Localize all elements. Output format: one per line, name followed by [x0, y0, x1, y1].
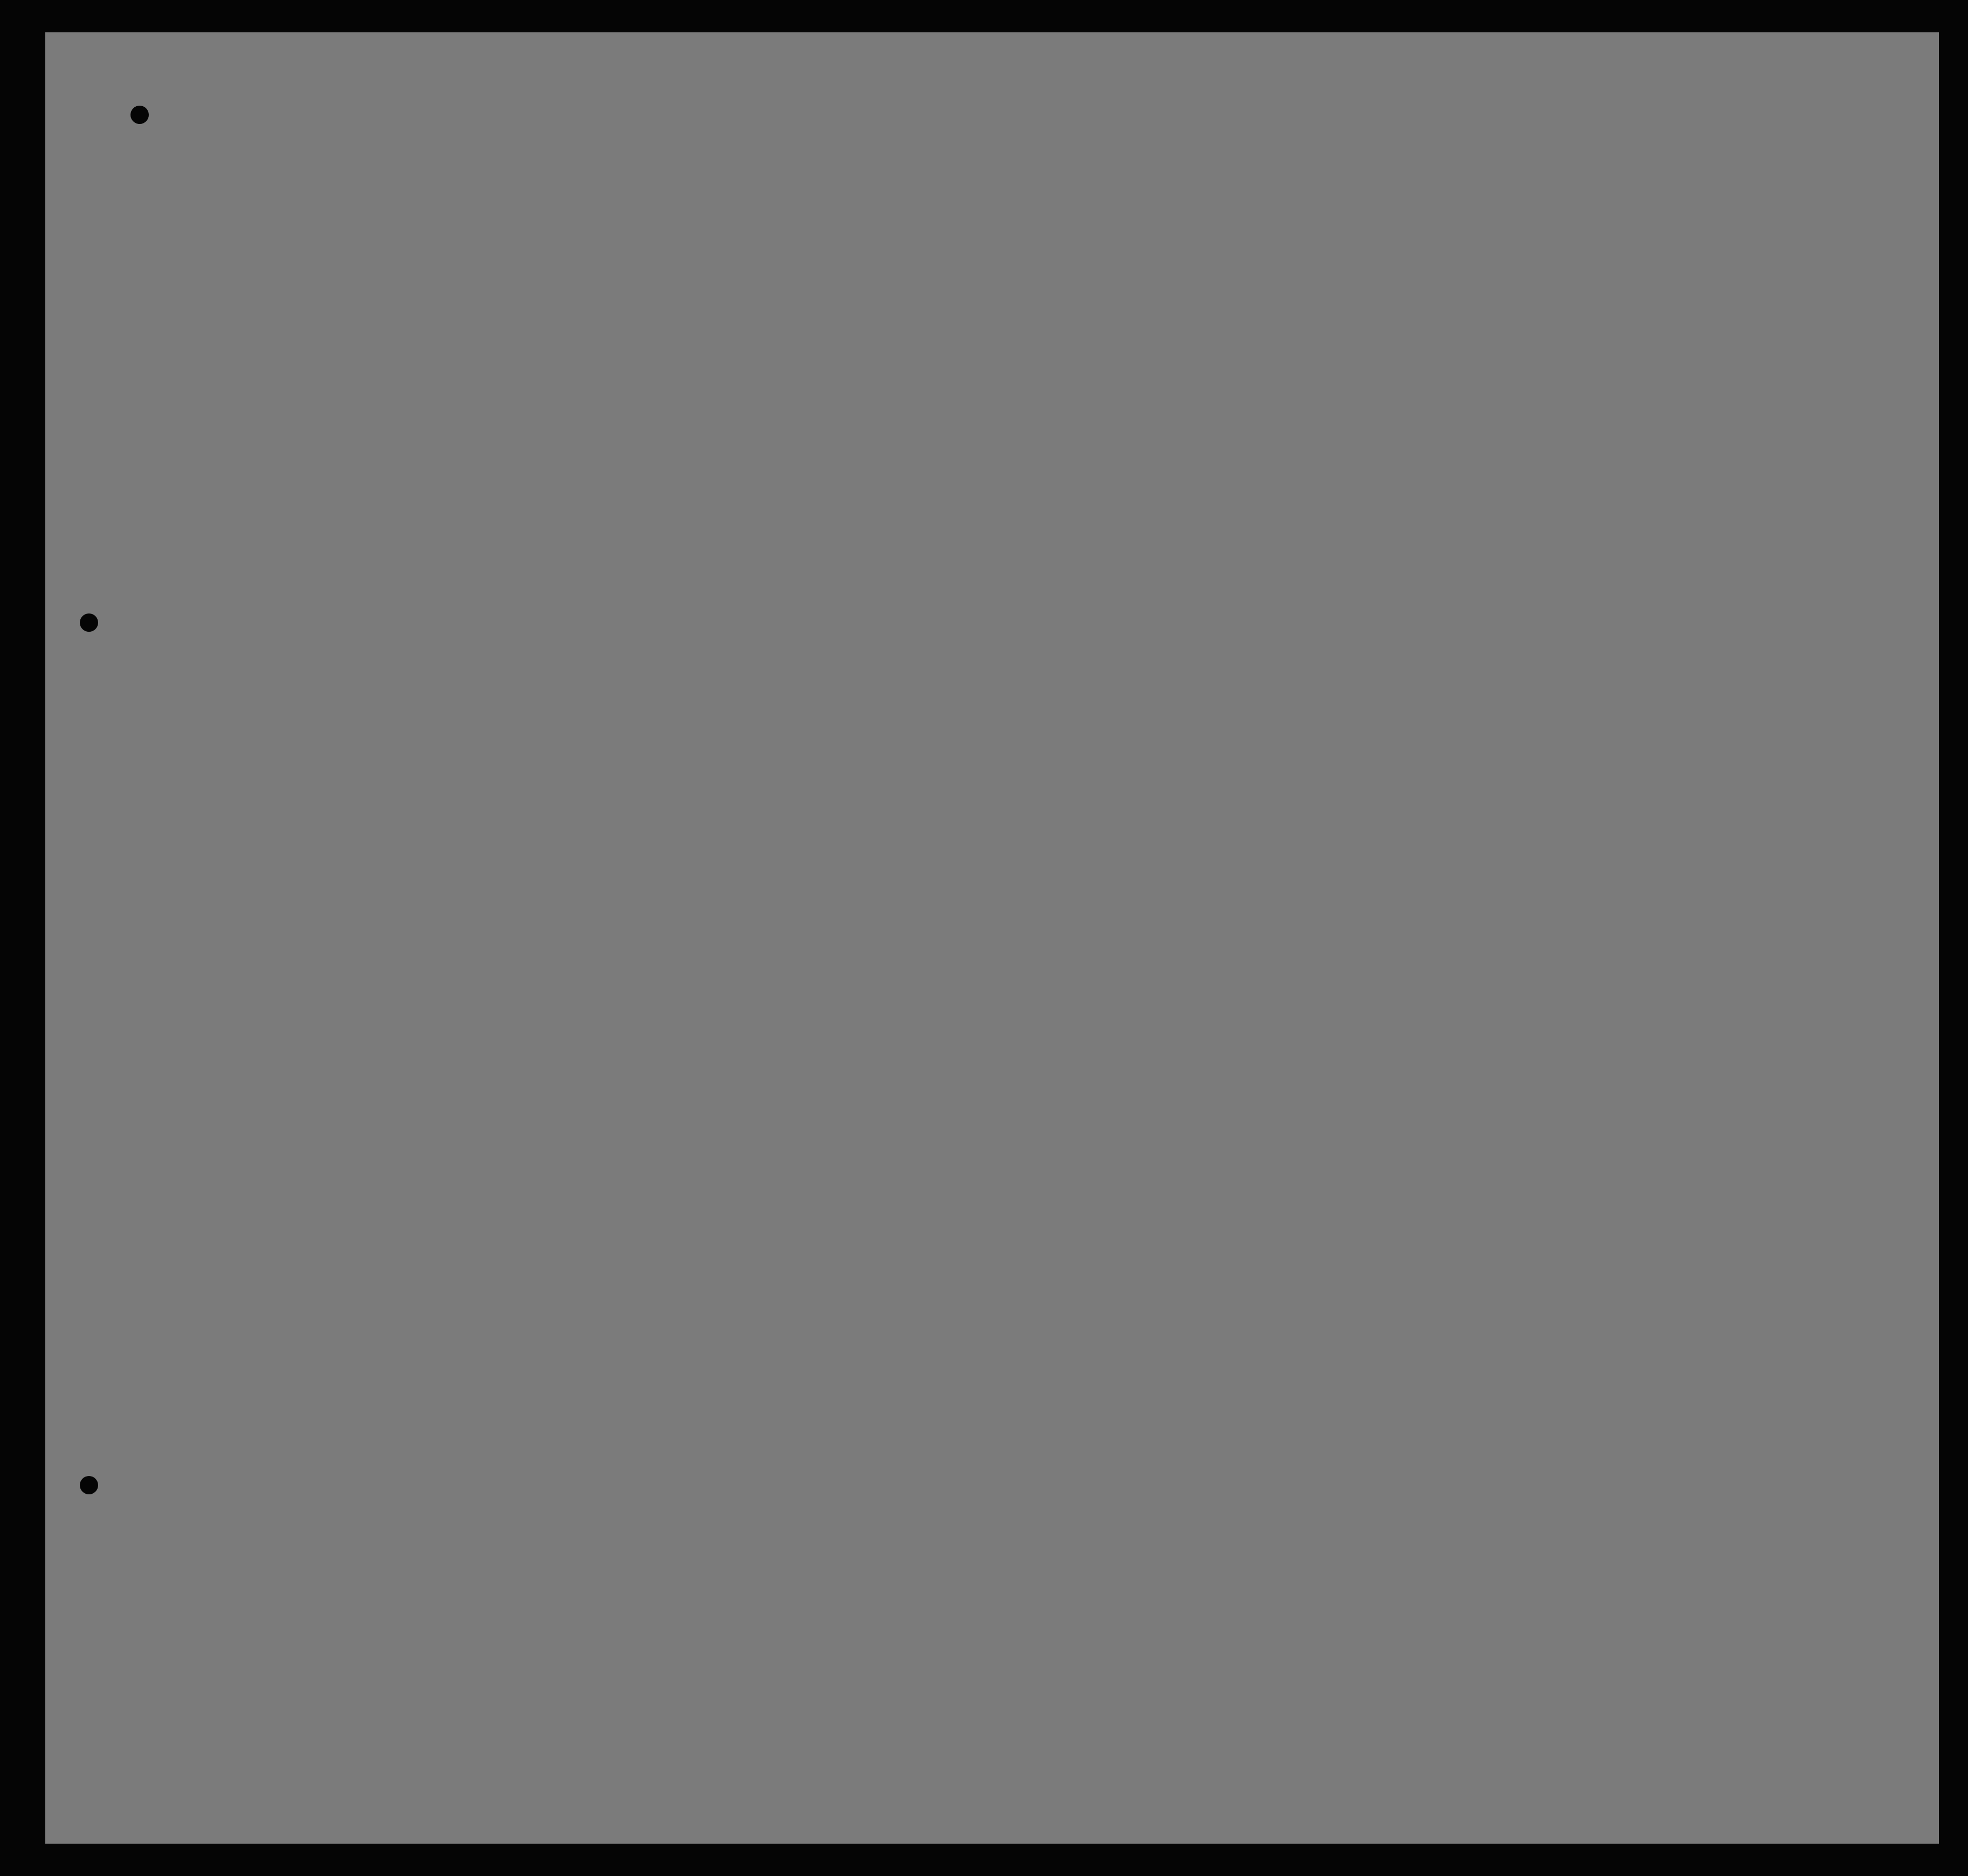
- punch-hole: [80, 613, 98, 632]
- punch-hole: [130, 106, 149, 124]
- manifest-sheet: [45, 32, 1939, 1844]
- punch-hole: [80, 1476, 98, 1494]
